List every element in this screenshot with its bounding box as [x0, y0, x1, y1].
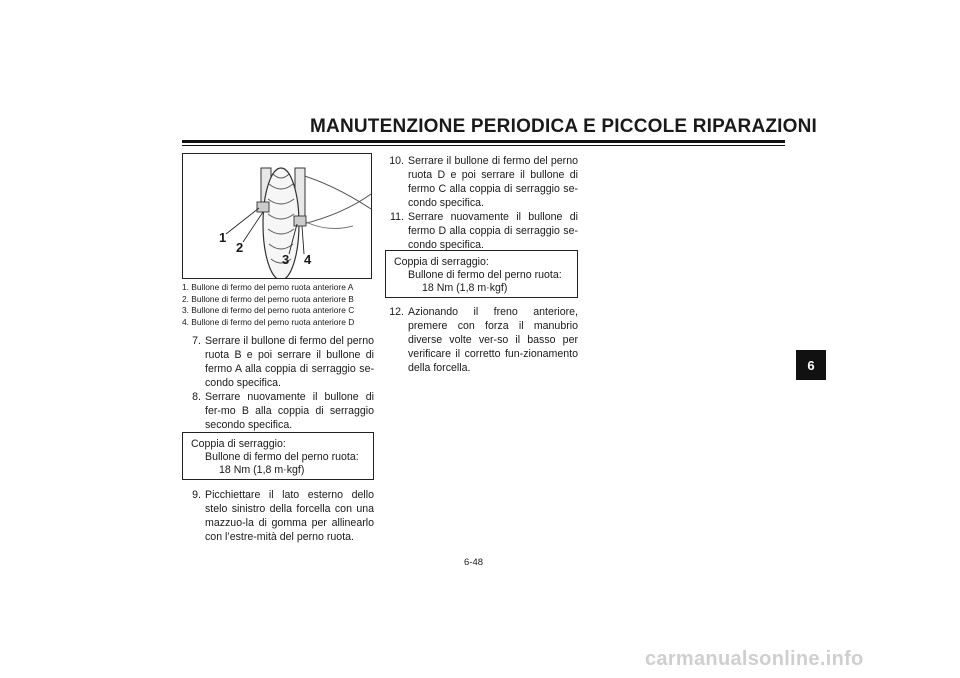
step-text: Picchiettare il lato esterno dello stelo sinistro della forcella con una mazzuo-la di gomma per allinearlo con l’estre-mità del perno ruota.	[205, 489, 374, 543]
right-column-steps	[385, 154, 578, 252]
torque-spec-box-left	[182, 432, 374, 480]
step-9	[182, 488, 374, 544]
torque-spec-box-right	[385, 250, 578, 298]
step-11	[385, 210, 578, 252]
callout-4: 4	[304, 252, 312, 267]
watermark-text: carmanualsonline.info	[645, 648, 864, 670]
spec-value: 18 Nm (1,8 m·kgf)	[422, 282, 508, 294]
caption-item: 2. Bullone di fermo del perno ruota anteriore B	[182, 293, 354, 304]
spec-item: Bullone di fermo del perno ruota:	[408, 269, 562, 281]
step-text: Serrare il bullone di fermo del perno ruota B e poi serrare il bullone di fermo A alla coppia di serraggio se-condo specifica.	[205, 335, 374, 389]
fork-wheel-drawing	[183, 154, 372, 279]
step-7	[182, 334, 374, 390]
step-number: 10.	[389, 155, 404, 167]
step-text: Serrare nuovamente il bullone di fer-mo B alla coppia di serraggio secondo specifica.	[205, 391, 374, 431]
spec-item: Bullone di fermo del perno ruota:	[205, 451, 359, 463]
header-rule-thin	[182, 145, 785, 146]
caption-item: 4. Bullone di fermo del perno ruota anteriore D	[182, 316, 355, 327]
step-12	[385, 305, 578, 375]
page-number: 6-48	[464, 557, 484, 568]
step-10	[385, 154, 578, 210]
step-number: 12.	[389, 306, 404, 318]
step-text: Azionando il freno anteriore, premere con forza il manubrio diverse volte ver-so il basso per verificare il corretto fun-zionamento della forcella.	[408, 306, 578, 374]
step-number: 11.	[390, 211, 404, 223]
step-text: Serrare il bullone di fermo del perno ruota D e poi serrare il bullone di fermo C alla coppia di serraggio se-condo specifica.	[408, 155, 578, 209]
front-wheel-illustration	[182, 153, 372, 279]
step-number: 7.	[192, 335, 201, 347]
callout-1: 1	[219, 230, 227, 245]
callout-2: 2	[236, 240, 244, 255]
left-column-steps	[182, 334, 374, 432]
header-rule	[182, 140, 785, 143]
step-number: 8.	[192, 391, 201, 403]
step-text: Serrare nuovamente il bullone di fermo D alla coppia di serraggio se-condo specifica.	[408, 211, 578, 251]
figure-caption-list	[182, 282, 382, 328]
caption-item: 1. Bullone di fermo del perno ruota anteriore A	[182, 282, 354, 292]
spec-heading: Coppia di serraggio:	[394, 256, 489, 268]
step-8	[182, 390, 374, 432]
callout-3: 3	[282, 252, 290, 267]
caption-item: 3. Bullone di fermo del perno ruota anteriore C	[182, 305, 355, 315]
chapter-tab: 6	[796, 350, 826, 380]
step-number: 9.	[192, 489, 201, 501]
left-column-steps-2	[182, 488, 374, 544]
spec-heading: Coppia di serraggio:	[191, 438, 286, 450]
right-column-steps-2	[385, 305, 578, 375]
page-title: MANUTENZIONE PERIODICA E PICCOLE RIPARAZIONI	[310, 116, 818, 137]
spec-value: 18 Nm (1,8 m·kgf)	[219, 464, 305, 476]
